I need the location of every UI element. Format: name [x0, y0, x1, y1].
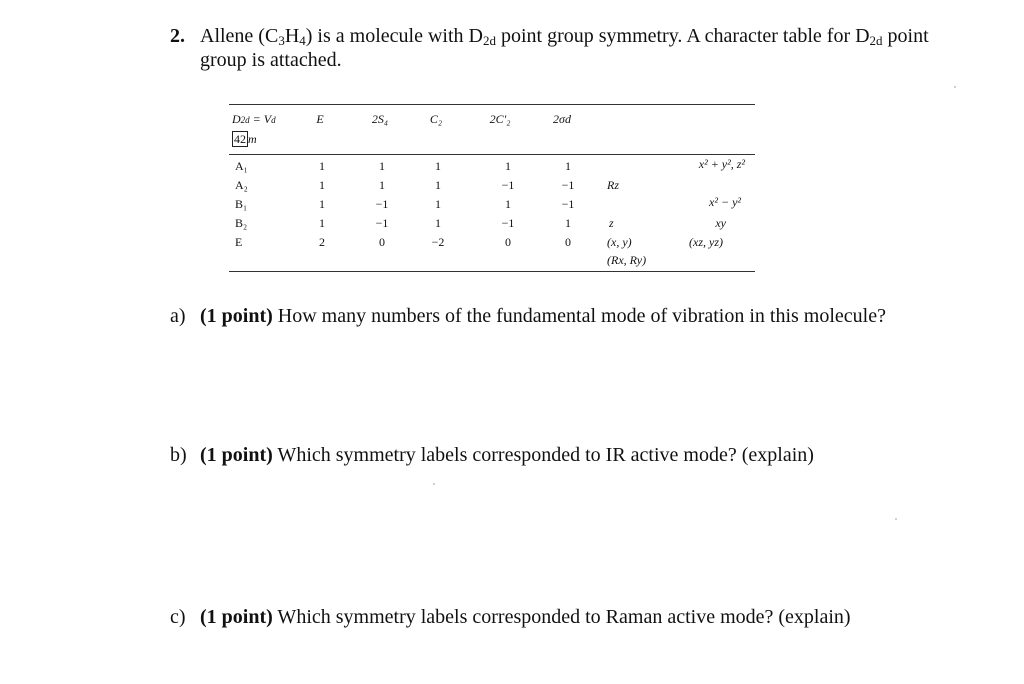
table-header-rule	[229, 154, 755, 155]
character-value: 1	[505, 197, 511, 211]
character-value: 1	[435, 178, 441, 192]
row-label: B₁	[235, 197, 248, 211]
linear-function: (x, y)	[607, 235, 632, 249]
character-value: 1	[379, 159, 385, 173]
character-value: 1	[379, 178, 385, 192]
character-value: −1	[561, 197, 575, 211]
question-number: 2.	[170, 25, 185, 47]
quadratic-function: xy	[715, 216, 726, 230]
part-a	[170, 305, 886, 328]
header-class-2S4: 2S₄	[371, 112, 389, 126]
character-value: 1	[319, 197, 325, 211]
character-value: 1	[565, 216, 571, 230]
scan-speck	[895, 518, 897, 520]
header-class-2C2prime: 2C′₂	[489, 112, 511, 126]
row-label: A₂	[235, 178, 248, 192]
question-line-1: 2. Allene (C3H4) is a molecule with D2d point group symmetry. A character table for D2d point	[170, 25, 929, 48]
scan-speck	[954, 86, 956, 88]
character-value: 1	[505, 159, 511, 173]
character-value: −1	[501, 178, 515, 192]
part-points: (1 point)	[200, 606, 273, 628]
quadratic-function: x² + y², z²	[698, 157, 745, 171]
header-class-2sigma-d: 2σd	[553, 112, 571, 126]
header-class-C2: C₂	[429, 112, 443, 126]
character-value: 1	[435, 197, 441, 211]
part-c	[170, 606, 851, 629]
part-points: (1 point)	[200, 305, 273, 327]
character-value: −1	[375, 216, 389, 230]
character-value: −1	[561, 178, 575, 192]
character-value: 1	[435, 216, 441, 230]
character-value: 0	[565, 235, 571, 249]
group-label: D2d = Vd	[232, 112, 276, 126]
part-label: c)	[170, 606, 186, 628]
hermann-mauguin-symbol: 42 m	[234, 132, 257, 146]
row-label: E	[235, 235, 243, 249]
character-value: 0	[505, 235, 511, 249]
rotation-function: (Rx, Ry)	[607, 253, 647, 267]
character-value: 2	[319, 235, 325, 249]
character-value: 1	[435, 159, 441, 173]
question-header	[170, 25, 970, 72]
part-text: Which symmetry labels corresponded to IR active mode? (explain)	[272, 444, 814, 466]
table-bottom-rule	[229, 271, 755, 272]
character-table	[229, 104, 755, 272]
row-label: B₂	[235, 216, 248, 230]
part-text: How many numbers of the fundamental mode of vibration in this molecule?	[272, 305, 886, 327]
part-text: Which symmetry labels corresponded to Raman active mode? (explain)	[272, 606, 851, 628]
character-value: 1	[319, 216, 325, 230]
question-line-2: group is attached.	[200, 49, 342, 71]
linear-function: z	[609, 216, 614, 230]
part-label: b)	[170, 444, 187, 466]
scan-speck	[433, 483, 435, 485]
table-top-rule	[229, 104, 755, 105]
character-value: 0	[379, 235, 385, 249]
character-value: 1	[319, 159, 325, 173]
character-value: 1	[319, 178, 325, 192]
part-label: a)	[170, 305, 186, 327]
header-class-E: E	[316, 112, 324, 126]
part-b	[170, 444, 814, 467]
linear-function: Rz	[607, 178, 619, 192]
character-value: −1	[375, 197, 389, 211]
quadratic-function: x² − y²	[709, 195, 741, 209]
character-value: −2	[431, 235, 445, 249]
quadratic-function: (xz, yz)	[689, 235, 723, 249]
character-value: −1	[501, 216, 515, 230]
row-label: A₁	[235, 159, 248, 173]
part-points: (1 point)	[200, 444, 273, 466]
character-value: 1	[565, 159, 571, 173]
